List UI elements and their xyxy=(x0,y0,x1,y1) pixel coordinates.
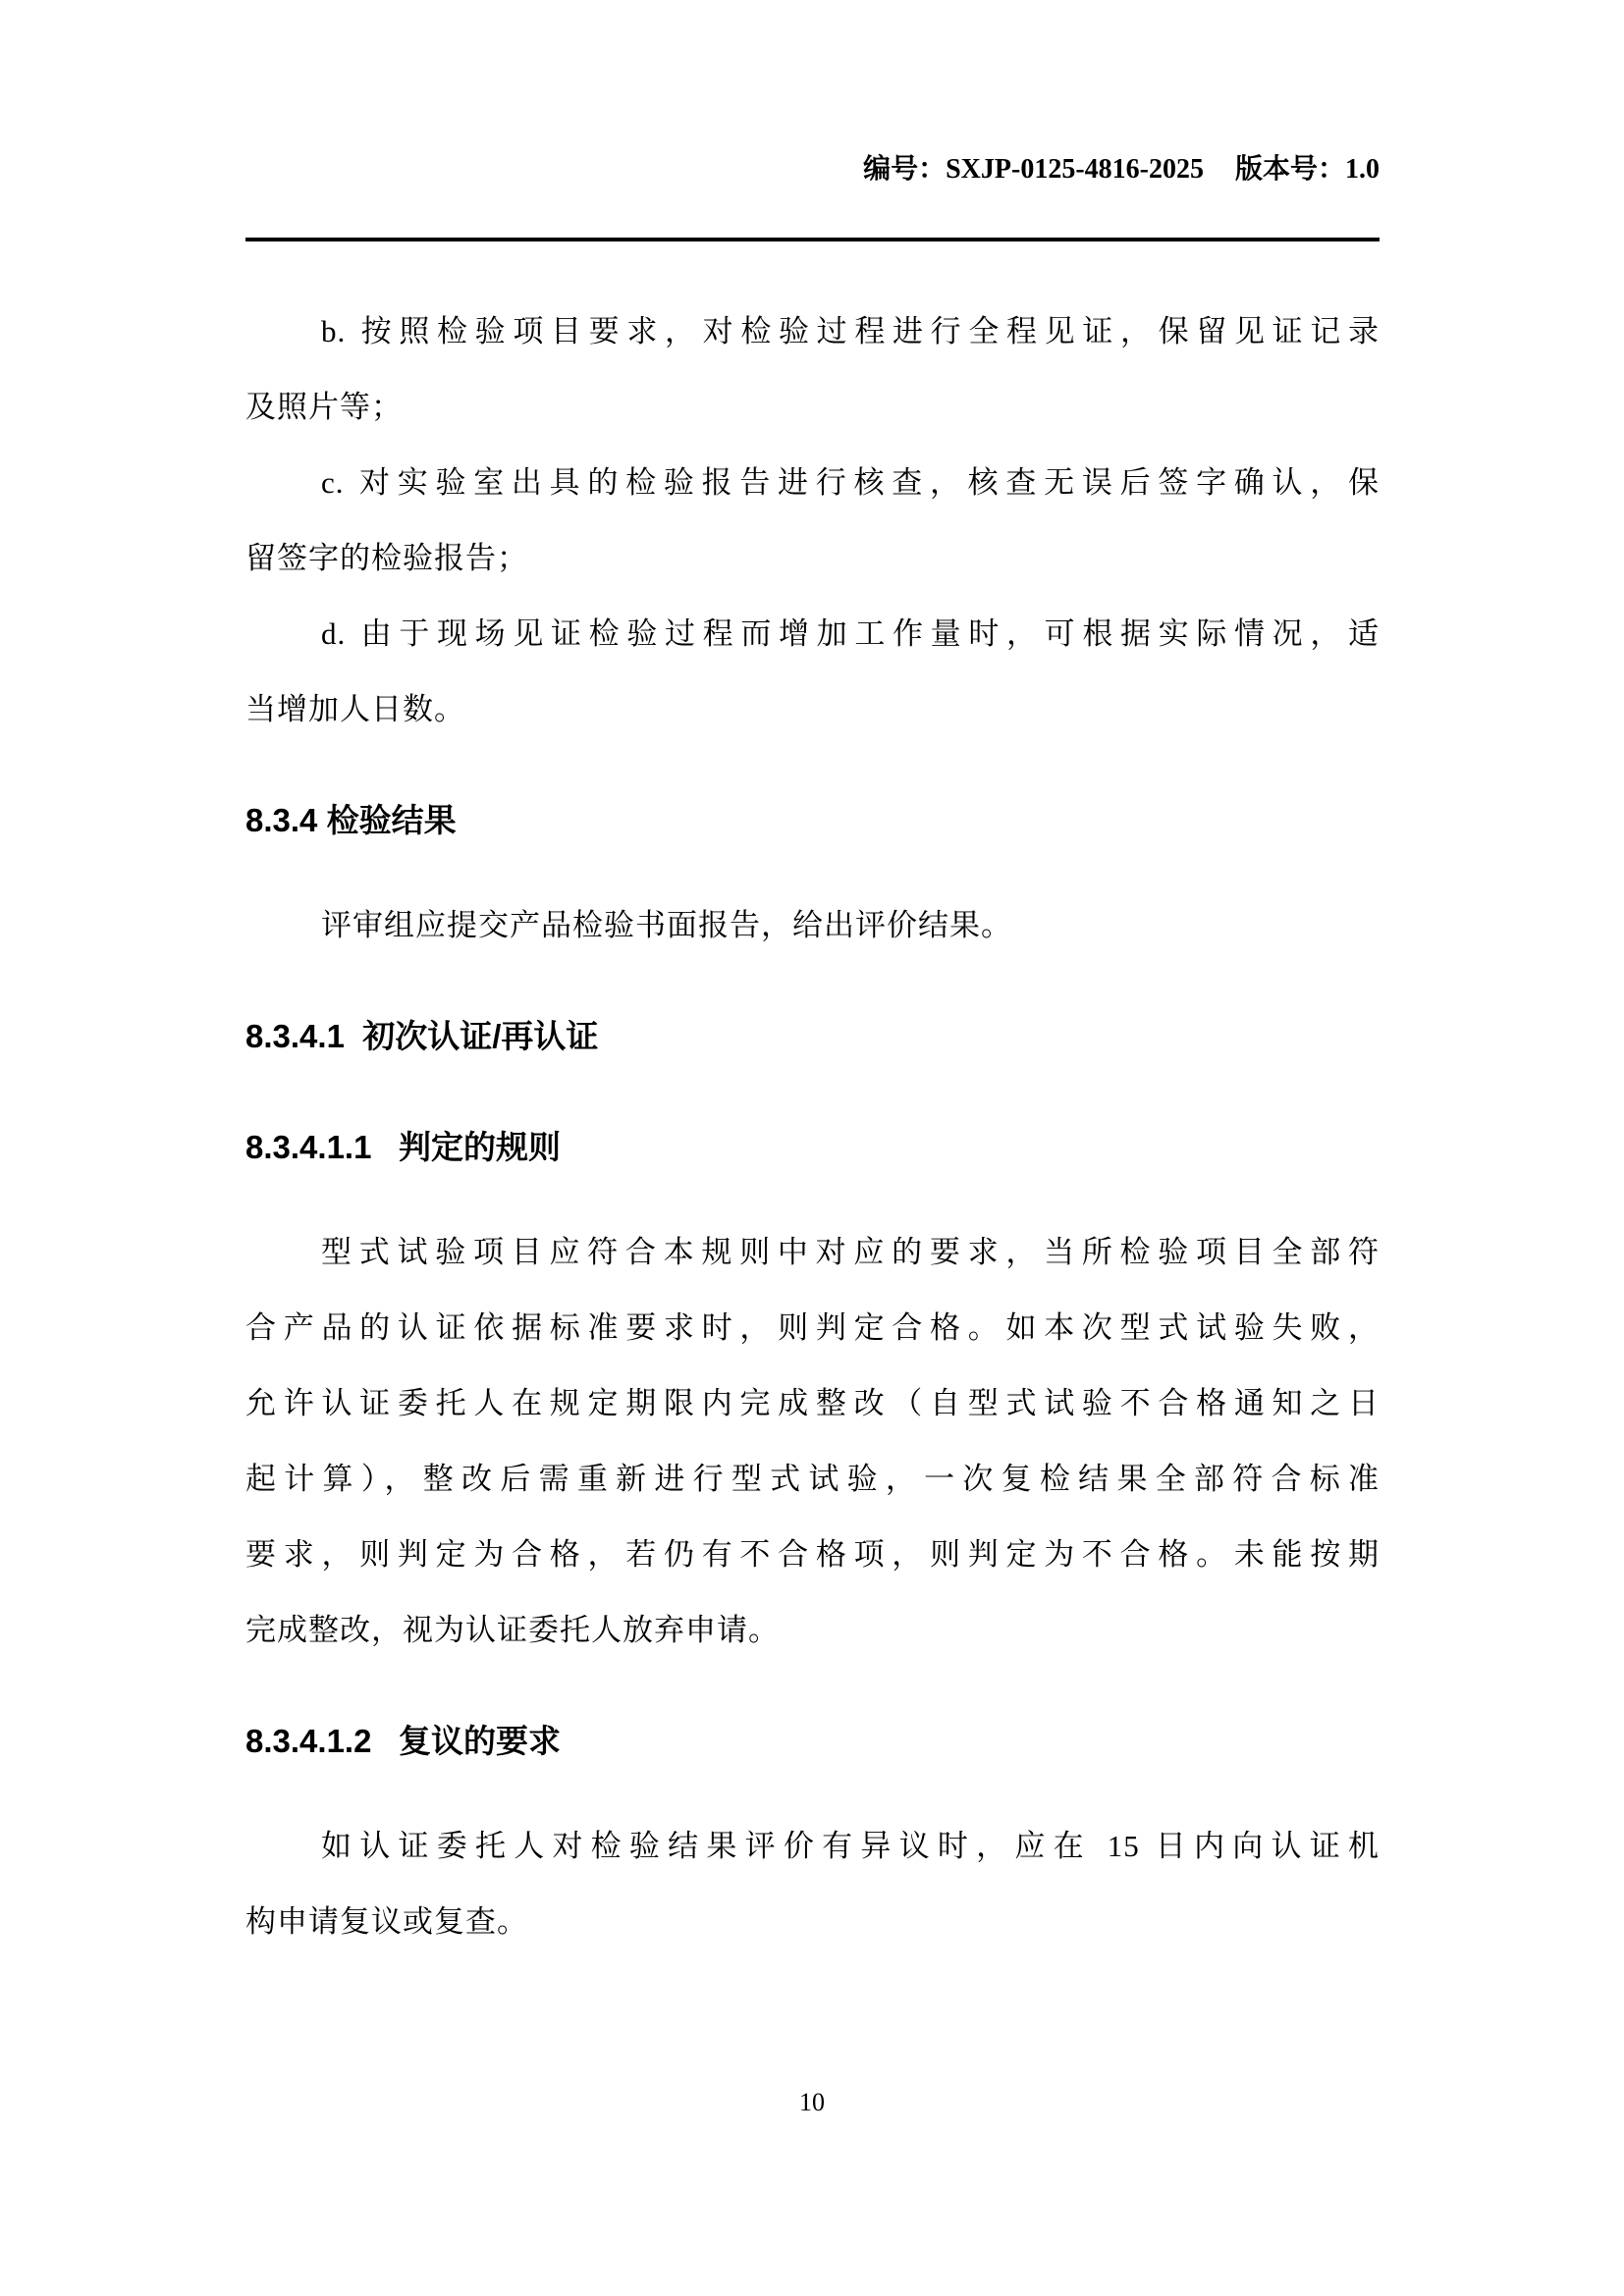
text-line: 当增加人日数。 xyxy=(245,692,465,726)
section-heading: 8.3.4.1 初次认证/再认证 xyxy=(245,1018,599,1054)
text-line: 合产品的认证依据标准要求时，则判定合格。如本次型式试验失败， xyxy=(245,1310,1380,1345)
page-header xyxy=(245,0,1380,241)
text-line: 及照片等； xyxy=(245,390,403,424)
text-line: c. 对实验室出具的检验报告进行核查，核查无误后签字确认，保 xyxy=(321,465,1380,500)
version-number: 版本号：1.0 xyxy=(1234,154,1380,185)
text-line: d. 由于现场见证检验过程而增加工作量时，可根据实际情况，适 xyxy=(321,616,1380,651)
text-line: b. 按照检验项目要求，对检验过程进行全程见证，保留见证记录 xyxy=(321,314,1380,348)
content-column xyxy=(245,0,1380,1959)
text-line: 要求，则判定为合格，若仍有不合格项，则判定为不合格。未能按期 xyxy=(245,1537,1380,1572)
page-number: 10 xyxy=(799,2088,825,2116)
text-line: 型式试验项目应符合本规则中对应的要求，当所检验项目全部符 xyxy=(321,1235,1380,1269)
text-line: 评审组应提交产品检验书面报告，给出评价结果。 xyxy=(321,908,1012,942)
body-paragraph xyxy=(245,1214,1380,1668)
document-body xyxy=(245,294,1380,1959)
text-line: 留签字的检验报告； xyxy=(245,541,528,575)
text-line: 允许认证委托人在规定期限内完成整改（自型式试验不合格通知之日 xyxy=(245,1386,1380,1420)
body-paragraph xyxy=(245,1808,1380,1959)
text-line: 如认证委托人对检验结果评价有异议时，应在 15 日内向认证机 xyxy=(321,1829,1380,1863)
doc-number: 编号：SXJP-0125-4816-2025 xyxy=(863,154,1204,185)
body-paragraph xyxy=(245,445,1380,596)
text-line: 构申请复议或复查。 xyxy=(245,1904,528,1939)
body-paragraph xyxy=(245,294,1380,445)
section-heading: 8.3.4.1.1 判定的规则 xyxy=(245,1129,561,1165)
body-paragraph xyxy=(245,887,1380,963)
body-paragraph xyxy=(245,596,1380,747)
section-heading: 8.3.4 检验结果 xyxy=(245,802,457,838)
text-line: 完成整改，视为认证委托人放弃申请。 xyxy=(245,1613,780,1647)
section-heading: 8.3.4.1.2 复议的要求 xyxy=(245,1723,561,1759)
text-line: 起计算），整改后需重新进行型式试验，一次复检结果全部符合标准 xyxy=(245,1462,1380,1496)
